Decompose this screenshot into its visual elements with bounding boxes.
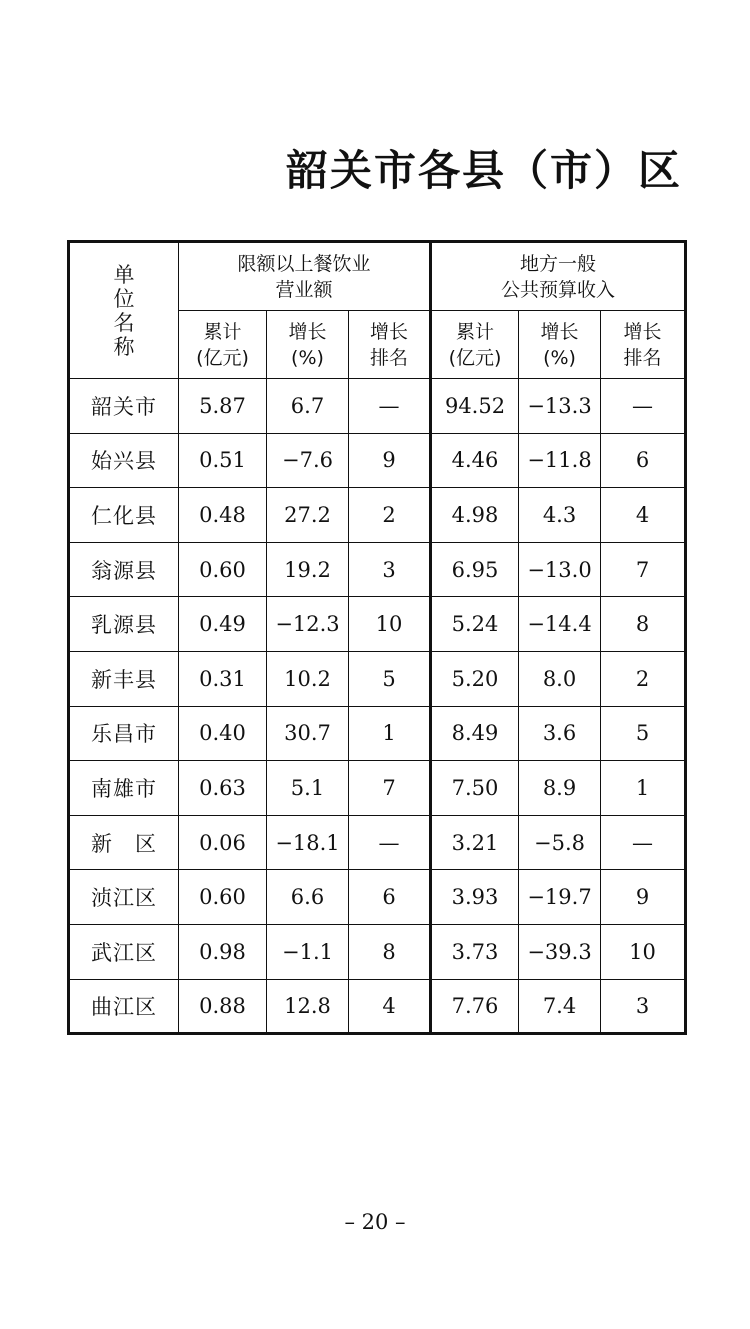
catering-growth: −12.3 xyxy=(267,597,349,652)
group-header-line: 地方一般 xyxy=(520,252,597,275)
cumulative-header xyxy=(179,311,267,379)
budget-cumulative: 7.50 xyxy=(431,761,519,816)
budget-cumulative: 4.98 xyxy=(431,488,519,543)
budget-rank: — xyxy=(601,379,686,434)
sub-header-line: 增长 xyxy=(540,320,579,343)
table-row xyxy=(69,542,686,597)
catering-growth: 30.7 xyxy=(267,706,349,761)
sub-header-line: (亿元) xyxy=(196,346,249,369)
catering-rank: — xyxy=(349,815,431,870)
table-row xyxy=(69,488,686,543)
catering-cumulative: 5.87 xyxy=(179,379,267,434)
budget-rank: 3 xyxy=(601,979,686,1034)
table-row xyxy=(69,979,686,1034)
unit-header-char: 称 xyxy=(113,334,135,359)
budget-growth: 8.9 xyxy=(519,761,601,816)
catering-rank: — xyxy=(349,379,431,434)
budget-rank: 2 xyxy=(601,651,686,706)
catering-growth: −1.1 xyxy=(267,924,349,979)
unit-name-header xyxy=(69,242,179,379)
catering-growth: 10.2 xyxy=(267,651,349,706)
growth-header xyxy=(519,311,601,379)
table-row xyxy=(69,597,686,652)
catering-rank: 6 xyxy=(349,870,431,925)
budget-rank: 1 xyxy=(601,761,686,816)
budget-cumulative: 3.93 xyxy=(431,870,519,925)
catering-cumulative: 0.88 xyxy=(179,979,267,1034)
catering-cumulative: 0.63 xyxy=(179,761,267,816)
unit-header-char: 名 xyxy=(113,310,135,335)
catering-rank: 10 xyxy=(349,597,431,652)
budget-cumulative: 8.49 xyxy=(431,706,519,761)
cumulative-header xyxy=(431,311,519,379)
budget-growth: −13.3 xyxy=(519,379,601,434)
budget-cumulative: 7.76 xyxy=(431,979,519,1034)
catering-cumulative: 0.48 xyxy=(179,488,267,543)
budget-rank: 4 xyxy=(601,488,686,543)
region-name: 南雄市 xyxy=(69,761,179,816)
budget-cumulative: 6.95 xyxy=(431,542,519,597)
catering-rank: 3 xyxy=(349,542,431,597)
budget-rank: 10 xyxy=(601,924,686,979)
table-row xyxy=(69,870,686,925)
catering-cumulative: 0.06 xyxy=(179,815,267,870)
region-name: 仁化县 xyxy=(69,488,179,543)
budget-cumulative: 5.24 xyxy=(431,597,519,652)
catering-rank: 1 xyxy=(349,706,431,761)
catering-rank: 7 xyxy=(349,761,431,816)
region-name: 新丰县 xyxy=(69,651,179,706)
catering-growth: 27.2 xyxy=(267,488,349,543)
sub-header-line: 排名 xyxy=(623,346,662,369)
growth-rank-header xyxy=(601,311,686,379)
catering-revenue-header xyxy=(179,242,431,311)
sub-header-line: 排名 xyxy=(370,346,409,369)
budget-cumulative: 4.46 xyxy=(431,433,519,488)
region-name: 武江区 xyxy=(69,924,179,979)
budget-rank: 5 xyxy=(601,706,686,761)
budget-growth: −5.8 xyxy=(519,815,601,870)
page-title: 韶关市各县（市）区 xyxy=(285,146,682,195)
catering-growth: −7.6 xyxy=(267,433,349,488)
sub-header-line: (亿元) xyxy=(448,346,502,369)
budget-rank: 6 xyxy=(601,433,686,488)
table-row xyxy=(69,706,686,761)
budget-growth: 7.4 xyxy=(519,979,601,1034)
table-row xyxy=(69,651,686,706)
budget-growth: −39.3 xyxy=(519,924,601,979)
sub-header-line: (%) xyxy=(543,346,576,369)
budget-growth: 4.3 xyxy=(519,488,601,543)
budget-rank: — xyxy=(601,815,686,870)
catering-growth: −18.1 xyxy=(267,815,349,870)
catering-rank: 5 xyxy=(349,651,431,706)
budget-rank: 7 xyxy=(601,542,686,597)
region-name: 浈江区 xyxy=(69,870,179,925)
catering-growth: 6.7 xyxy=(267,379,349,434)
region-name: 新 区 xyxy=(69,815,179,870)
catering-growth: 5.1 xyxy=(267,761,349,816)
budget-growth: 3.6 xyxy=(519,706,601,761)
catering-growth: 12.8 xyxy=(267,979,349,1034)
catering-cumulative: 0.60 xyxy=(179,542,267,597)
sub-header-line: 累计 xyxy=(456,320,495,343)
catering-rank: 9 xyxy=(349,433,431,488)
growth-rank-header xyxy=(349,311,431,379)
page-number: – 20 – xyxy=(344,1210,406,1234)
catering-cumulative: 0.31 xyxy=(179,651,267,706)
unit-header-char: 位 xyxy=(113,286,135,311)
budget-revenue-header xyxy=(431,242,686,311)
region-name: 乐昌市 xyxy=(69,706,179,761)
group-header-line: 营业额 xyxy=(275,278,333,301)
table-row xyxy=(69,379,686,434)
table-row xyxy=(69,761,686,816)
table-row xyxy=(69,924,686,979)
catering-rank: 4 xyxy=(349,979,431,1034)
catering-cumulative: 0.51 xyxy=(179,433,267,488)
sub-header-line: 累计 xyxy=(203,320,242,343)
catering-cumulative: 0.40 xyxy=(179,706,267,761)
group-header-line: 公共预算收入 xyxy=(501,278,616,301)
budget-cumulative: 3.73 xyxy=(431,924,519,979)
sub-header-line: 增长 xyxy=(288,320,327,343)
budget-growth: 8.0 xyxy=(519,651,601,706)
unit-header-char: 单 xyxy=(113,262,135,287)
catering-cumulative: 0.98 xyxy=(179,924,267,979)
catering-growth: 6.6 xyxy=(267,870,349,925)
budget-growth: −11.8 xyxy=(519,433,601,488)
region-name: 始兴县 xyxy=(69,433,179,488)
budget-cumulative: 3.21 xyxy=(431,815,519,870)
growth-header xyxy=(267,311,349,379)
catering-rank: 8 xyxy=(349,924,431,979)
statistics-table xyxy=(67,240,687,1035)
budget-rank: 8 xyxy=(601,597,686,652)
sub-header-line: 增长 xyxy=(623,320,662,343)
region-name: 翁源县 xyxy=(69,542,179,597)
budget-growth: −14.4 xyxy=(519,597,601,652)
catering-cumulative: 0.49 xyxy=(179,597,267,652)
region-name: 韶关市 xyxy=(69,379,179,434)
budget-rank: 9 xyxy=(601,870,686,925)
budget-cumulative: 5.20 xyxy=(431,651,519,706)
catering-growth: 19.2 xyxy=(267,542,349,597)
group-header-line: 限额以上餐饮业 xyxy=(237,252,371,275)
table-row xyxy=(69,815,686,870)
budget-growth: −13.0 xyxy=(519,542,601,597)
region-name: 乳源县 xyxy=(69,597,179,652)
budget-growth: −19.7 xyxy=(519,870,601,925)
budget-cumulative: 94.52 xyxy=(431,379,519,434)
catering-cumulative: 0.60 xyxy=(179,870,267,925)
sub-header-line: (%) xyxy=(291,346,324,369)
region-name: 曲江区 xyxy=(69,979,179,1034)
catering-rank: 2 xyxy=(349,488,431,543)
table-row xyxy=(69,433,686,488)
sub-header-line: 增长 xyxy=(370,320,409,343)
